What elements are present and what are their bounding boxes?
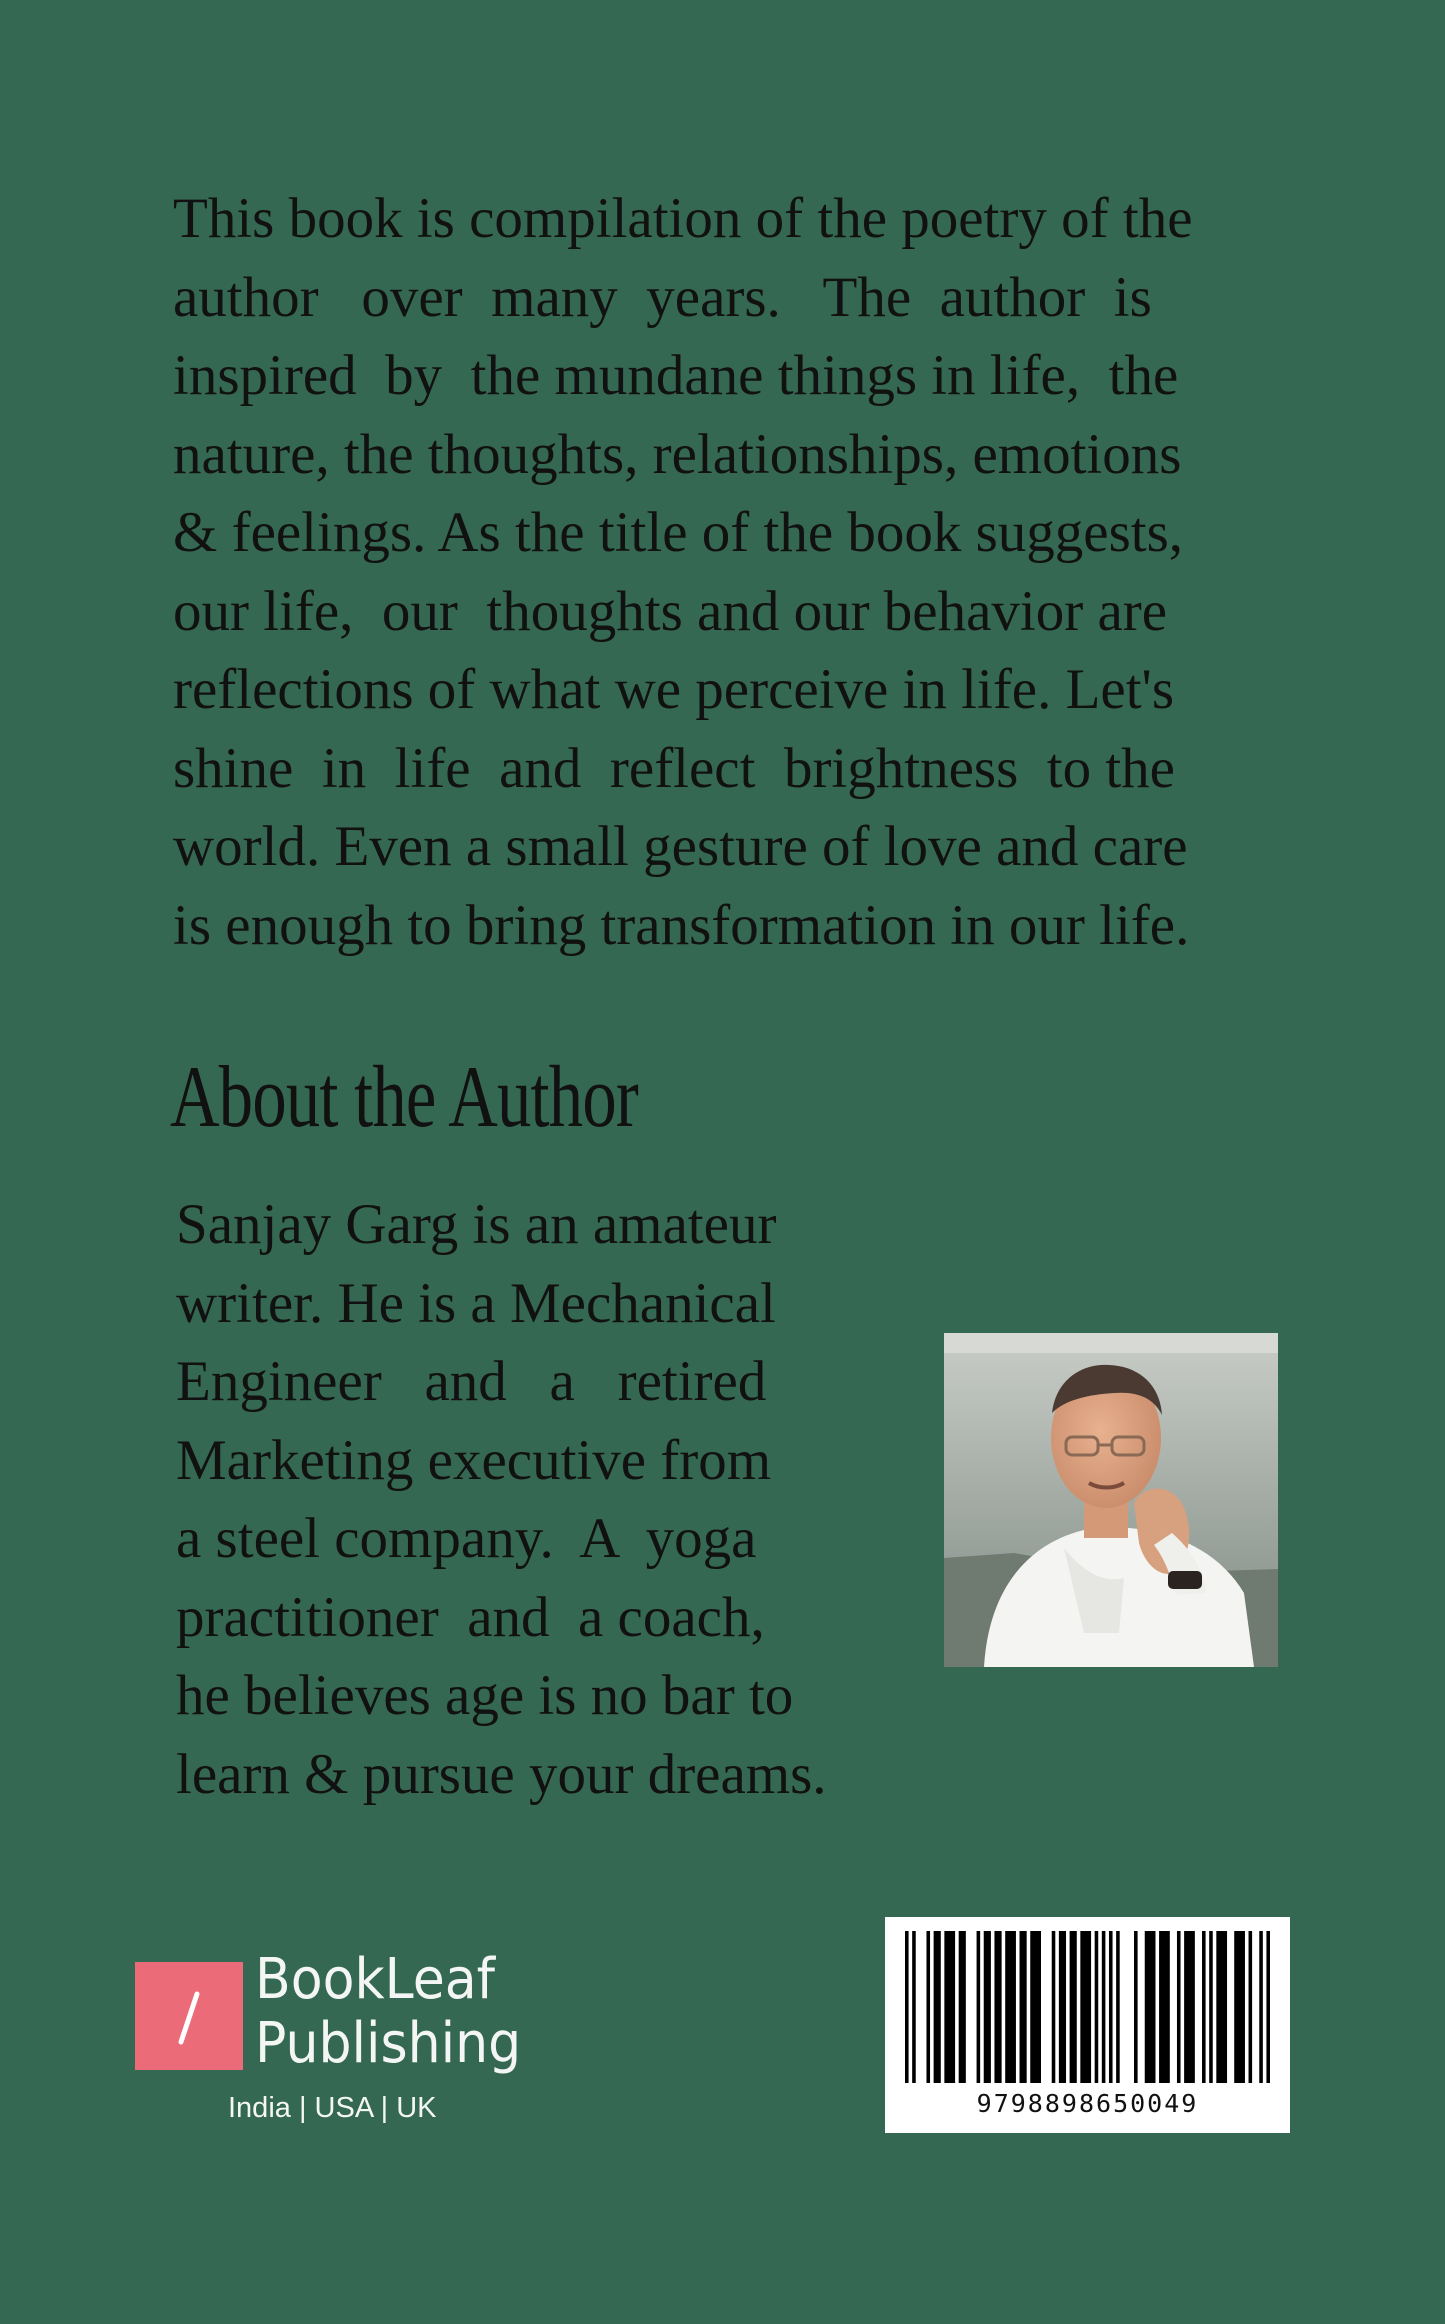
publisher-regions: India | USA | UK <box>228 2092 437 2124</box>
barcode-bar <box>1030 1931 1041 2083</box>
publisher-name <box>255 1948 521 2076</box>
blurb-line: nature, the thoughts, relationships, emotions <box>173 422 1182 486</box>
bookleaf-logo <box>135 1962 243 2070</box>
blurb-line: world. Even a small gesture of love and care <box>173 815 1188 878</box>
author-portrait-image <box>944 1333 1278 1667</box>
blurb-line: This book is compilation of the poetry of the <box>173 187 1193 250</box>
barcode-bar <box>926 1931 930 2083</box>
barcode-bar <box>1202 1931 1206 2083</box>
barcode-bar <box>1109 1931 1113 2083</box>
barcode-bar <box>1005 1931 1016 2083</box>
blurb-line: is enough to bring transformation in our life. <box>173 893 1190 957</box>
barcode-bar <box>1145 1931 1156 2083</box>
barcode-bar <box>1159 1931 1170 2083</box>
author-bio <box>176 1186 896 1814</box>
blurb-line: shine in life and reflect brightness to the <box>173 736 1175 800</box>
barcode-bar <box>1266 1931 1270 2083</box>
publisher-name-line2: Publishing <box>255 2011 522 2076</box>
barcode-bar <box>1095 1931 1099 2083</box>
back-cover-blurb <box>173 180 1253 965</box>
barcode-bar <box>994 1931 1001 2083</box>
isbn-number: 9798898650049 <box>976 2089 1199 2118</box>
barcode-bar <box>1249 1931 1253 2083</box>
bio-line: practitioner and a coach, <box>176 1585 765 1649</box>
barcode-bar <box>944 1931 955 2083</box>
isbn-barcode <box>885 1917 1290 2133</box>
barcode-bar <box>1134 1931 1138 2083</box>
bio-line: writer. He is a Mechanical <box>176 1271 776 1335</box>
barcode-bar <box>912 1931 916 2083</box>
blurb-line: inspired by the mundane things in life, the <box>173 344 1179 407</box>
slash-logo-icon <box>135 1962 243 2070</box>
barcode-bar <box>1184 1931 1195 2083</box>
barcode-bar <box>1059 1931 1066 2083</box>
barcode-bar <box>934 1931 941 2083</box>
blurb-line: reflections of what we perceive in life. Let's <box>173 658 1175 721</box>
bio-line: a steel company. A yoga <box>176 1507 757 1570</box>
barcode-bar <box>1102 1931 1106 2083</box>
barcode-bar <box>1080 1931 1091 2083</box>
barcode-bar <box>1234 1931 1245 2083</box>
barcode-bars <box>905 1931 1270 2083</box>
barcode-bar <box>1052 1931 1056 2083</box>
blurb-line: our life, our thoughts and our behavior are <box>173 579 1168 643</box>
bio-line: Sanjay Garg is an amateur <box>176 1193 777 1256</box>
blurb-line: & feelings. As the title of the book suggests, <box>173 501 1184 564</box>
barcode-bar <box>1020 1931 1027 2083</box>
barcode-bar <box>1209 1931 1213 2083</box>
author-photo <box>944 1333 1278 1667</box>
about-author-heading: About the Author <box>170 1049 638 1146</box>
barcode-bar <box>1070 1931 1077 2083</box>
barcode-bar <box>959 1931 966 2083</box>
publisher-name-line1: BookLeaf <box>255 1947 496 2012</box>
bio-line: he believes age is no bar to <box>176 1664 794 1727</box>
barcode-bar <box>984 1931 991 2083</box>
bio-line: Engineer and a retired <box>176 1350 767 1413</box>
bio-line: Marketing executive from <box>176 1428 772 1492</box>
barcode-bar <box>1116 1931 1120 2083</box>
barcode-bar <box>905 1931 909 2083</box>
blurb-line: author over many years. The author is <box>173 265 1152 329</box>
barcode-bar <box>977 1931 981 2083</box>
barcode-bar <box>1216 1931 1227 2083</box>
bio-line: learn & pursue your dreams. <box>176 1742 827 1806</box>
barcode-bar <box>1177 1931 1181 2083</box>
barcode-bar <box>1259 1931 1263 2083</box>
